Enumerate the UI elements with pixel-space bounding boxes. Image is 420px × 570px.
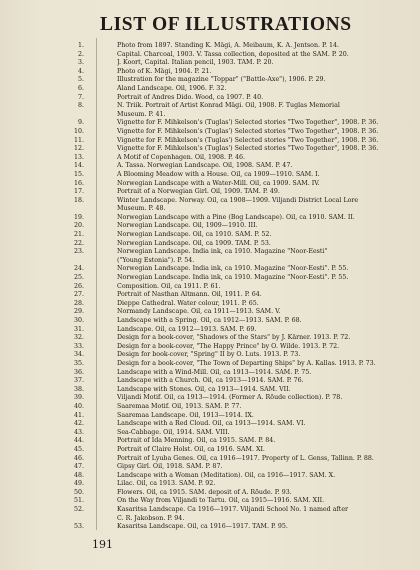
list-item bbox=[0, 437, 420, 446]
entry-number: 18. bbox=[73, 196, 84, 204]
entry-line: Gipsy Girl. Oil, 1918. SAM. P. 87. bbox=[117, 463, 223, 471]
entry-text bbox=[117, 377, 409, 386]
list-item bbox=[0, 214, 420, 223]
entry-number: 53. bbox=[73, 523, 84, 531]
entry-line: Normandy Landscape. Oil, ca 1911—1913. SAM. V. bbox=[117, 308, 281, 316]
entry-text bbox=[117, 85, 409, 94]
entry-number: 36. bbox=[73, 368, 84, 376]
entry-text bbox=[117, 154, 409, 163]
entry-line: Flowers. Oil, ca 1915. SAM. deposit of A. Rõude. P. 93. bbox=[117, 488, 292, 496]
entry-line: Norwegian Landscape. India ink, ca 1910. Magazine "Noor-Eesti". P. 55. bbox=[117, 265, 349, 273]
entry-number: 11. bbox=[73, 136, 84, 144]
entry-text bbox=[117, 145, 409, 154]
entry-number: 5. bbox=[77, 76, 84, 84]
entry-text bbox=[117, 403, 409, 412]
list-item bbox=[0, 59, 420, 68]
list-item bbox=[0, 274, 420, 283]
list-item bbox=[0, 119, 420, 128]
entry-line: Portrait of Andres Dido. Wood, ca 1907. P. 40. bbox=[117, 93, 264, 101]
entry-text bbox=[117, 102, 409, 119]
entry-line: Vignette for F. Mihkelson's (Tuglas') Selected stories "Two Together", 1908. P. 36. bbox=[117, 119, 379, 127]
entry-line: Capital. Charcoal, 1903. V. Tassa collection, deposited at the SAM. P. 20. bbox=[117, 50, 349, 58]
entry-line: Lilac. Oil, ca 1913. SAM. P. 92. bbox=[117, 480, 216, 488]
list-item bbox=[0, 85, 420, 94]
entry-number: 13. bbox=[73, 153, 84, 161]
list-item bbox=[0, 265, 420, 274]
list-item bbox=[0, 472, 420, 481]
list-item bbox=[0, 463, 420, 472]
entry-text bbox=[117, 42, 409, 51]
entry-number: 43. bbox=[73, 428, 84, 436]
entry-line: Composition. Oil, ca 1911. P. 61. bbox=[117, 282, 221, 290]
entry-text bbox=[117, 283, 409, 292]
entry-number: 22. bbox=[73, 239, 84, 247]
entry-number: 15. bbox=[73, 170, 84, 178]
entry-text bbox=[117, 506, 409, 523]
entry-line: Design for book-cover, "Spring" II by O. Luts. 1913. P. 73. bbox=[117, 351, 301, 359]
entry-line: Norwegian Landscape. Oil, 1909—1910. III. bbox=[117, 222, 258, 230]
entry-number: 46. bbox=[73, 454, 84, 462]
entry-text bbox=[117, 386, 409, 395]
list-item bbox=[0, 42, 420, 51]
entry-text bbox=[117, 94, 409, 103]
list-item bbox=[0, 171, 420, 180]
entry-text bbox=[117, 188, 409, 197]
entry-line: Portrait of Ida Menning. Oil, ca 1915. SAM. P. 84. bbox=[117, 437, 276, 445]
entry-line: Design for a book-cover, "The Happy Prince" by O. Wilde. 1913. P. 72. bbox=[117, 342, 340, 350]
list-item bbox=[0, 248, 420, 265]
list-item bbox=[0, 377, 420, 386]
entry-number: 40. bbox=[73, 402, 84, 410]
entry-line: Norwegian Landscape with a Water-Mill. Oil, ca 1909. SAM. IV. bbox=[117, 179, 320, 187]
entry-number: 31. bbox=[73, 325, 84, 333]
list-item bbox=[0, 334, 420, 343]
list-item bbox=[0, 180, 420, 189]
entry-line: Portrait of Nasthan Altmann. Oil, 1911. P. 64. bbox=[117, 291, 262, 299]
entry-text bbox=[117, 265, 409, 274]
list-item bbox=[0, 145, 420, 154]
entry-text bbox=[117, 497, 409, 506]
entry-number: 20. bbox=[73, 222, 84, 230]
entry-text bbox=[117, 351, 409, 360]
entry-text bbox=[117, 489, 409, 498]
entry-number: 7. bbox=[77, 93, 84, 101]
entry-text bbox=[117, 162, 409, 171]
entry-line: Saaremaa Landscape. Oil, 1913—1914. IX. bbox=[117, 411, 254, 419]
entry-line: Norwegian Landscape. India ink, ca 1910. Magazine "Noor-Eesti" bbox=[117, 248, 328, 256]
entry-line: N. Triik. Portrait of Artist Konrad Mägi. Oil, 1908. F. Tuglas Memorial bbox=[117, 102, 340, 110]
list-item bbox=[0, 188, 420, 197]
entry-line: Dieppe Cathedral. Water colour, 1911. P. 65. bbox=[117, 299, 259, 307]
entry-text bbox=[117, 128, 409, 137]
entry-text bbox=[117, 231, 409, 240]
entry-text bbox=[117, 300, 409, 309]
entry-text bbox=[117, 334, 409, 343]
list-item bbox=[0, 222, 420, 231]
entry-line: ("Young Estonia"). P. 54. bbox=[117, 256, 195, 264]
entry-text bbox=[117, 51, 409, 60]
entry-number: 44. bbox=[73, 437, 84, 445]
entry-text bbox=[117, 369, 409, 378]
entry-text bbox=[117, 222, 409, 231]
entry-line: Landscape with a Woman (Meditation). Oil, ca 1916—1917. SAM. X. bbox=[117, 471, 336, 479]
entry-line: Museum. P. 41. bbox=[117, 110, 166, 118]
entry-line: Landscape with a Wind-Mill. Oil, ca 1913—1914. SAM. P. 75. bbox=[117, 368, 312, 376]
list-item bbox=[0, 291, 420, 300]
entry-text bbox=[117, 394, 409, 403]
entry-text bbox=[117, 455, 409, 464]
entry-text bbox=[117, 472, 409, 481]
entry-line: Norwegian Landscape with a Pine (Bog Landscape). Oil, ca 1910. SAM. II. bbox=[117, 213, 355, 221]
entry-number: 51. bbox=[73, 497, 84, 505]
entry-line: Photo of K. Mägi, 1904. P. 21. bbox=[117, 67, 212, 75]
entry-number: 52. bbox=[73, 506, 84, 514]
entry-number: 49. bbox=[73, 480, 84, 488]
entry-number: 35. bbox=[73, 359, 84, 367]
entry-line: Norwegian Landscape. India ink, ca 1910. Magazine "Noor-Eesti". P. 55. bbox=[117, 274, 349, 282]
page-number: 191 bbox=[92, 538, 113, 551]
entry-number: 29. bbox=[73, 308, 84, 316]
entry-number: 34. bbox=[73, 351, 84, 359]
entry-number: 23. bbox=[73, 248, 84, 256]
entry-number: 25. bbox=[73, 274, 84, 282]
page-title: LIST OF ILLUSTRATIONS bbox=[100, 14, 352, 35]
entry-number: 8. bbox=[77, 102, 84, 110]
entry-number: 42. bbox=[73, 420, 84, 428]
entry-line: Winter Landscape. Norway. Oil, ca 1908—1909. Viljandi District Local Lore bbox=[117, 196, 359, 204]
entry-line: A Blooming Meadow with a House. Oil, ca 1909—1910. SAM. I. bbox=[117, 170, 320, 178]
entry-text bbox=[117, 119, 409, 128]
entry-number: 1. bbox=[77, 42, 84, 49]
entry-line: Portrait of Lyuba Genes. Oil, ca 1916—1917. Property of L. Genss, Tallinn. P. 88. bbox=[117, 454, 374, 462]
entry-line: Landscape with Stones. Oil, ca 1913—1914. SAM. VII. bbox=[117, 385, 291, 393]
entry-number: 2. bbox=[77, 50, 84, 58]
entry-number: 10. bbox=[73, 127, 84, 135]
entry-line: Norwegian Landscape. Oil, ca 1909. TAM. P. 53. bbox=[117, 239, 271, 247]
entry-text bbox=[117, 463, 409, 472]
list-item bbox=[0, 128, 420, 137]
entry-text bbox=[117, 137, 409, 146]
entry-text bbox=[117, 437, 409, 446]
entry-line: Photo from 1897. Standing K. Mägi, A. Meibaum, K. A. Jentson. P. 14. bbox=[117, 42, 339, 49]
entry-text bbox=[117, 171, 409, 180]
list-item bbox=[0, 403, 420, 412]
entry-line: Design for a book-cover, "Shadows of the Stars" by J. Kärner. 1913. P. 72. bbox=[117, 334, 351, 342]
entry-text bbox=[117, 291, 409, 300]
entry-text bbox=[117, 180, 409, 189]
list-item bbox=[0, 326, 420, 335]
entry-text bbox=[117, 68, 409, 77]
list-item bbox=[0, 231, 420, 240]
entry-number: 48. bbox=[73, 471, 84, 479]
list-item bbox=[0, 394, 420, 403]
list-item bbox=[0, 94, 420, 103]
list-item bbox=[0, 162, 420, 171]
entry-line: A Motif of Copenhagen. Oil, 1908. P. 46. bbox=[117, 153, 246, 161]
list-item bbox=[0, 480, 420, 489]
list-item bbox=[0, 420, 420, 429]
entry-number: 45. bbox=[73, 445, 84, 453]
list-item bbox=[0, 343, 420, 352]
entry-number: 38. bbox=[73, 385, 84, 393]
entry-text bbox=[117, 429, 409, 438]
list-item bbox=[0, 360, 420, 369]
list-item bbox=[0, 76, 420, 85]
entry-text bbox=[117, 59, 409, 68]
entry-text bbox=[117, 446, 409, 455]
list-item bbox=[0, 51, 420, 60]
list-item bbox=[0, 68, 420, 77]
entry-line: Åland Landscape. Oil, 1906. F. 32. bbox=[117, 84, 227, 92]
entry-number: 27. bbox=[73, 291, 84, 299]
entry-line: Viljandi Motif. Oil, ca 1913—1914. (Former A. Rõude collection). P. 78. bbox=[117, 394, 343, 402]
entry-number: 21. bbox=[73, 231, 84, 239]
entry-number: 24. bbox=[73, 265, 84, 273]
list-item bbox=[0, 506, 420, 523]
entry-text bbox=[117, 274, 409, 283]
list-item bbox=[0, 412, 420, 421]
list-item bbox=[0, 197, 420, 214]
entry-line: Vignette for F. Mihkelson's (Tuglas') Selected stories "Two Together", 1908. P. 36. bbox=[117, 136, 379, 144]
entry-number: 3. bbox=[77, 59, 84, 67]
entry-text bbox=[117, 240, 409, 249]
entry-line: Sea-Cabbage. Oil, 1914. SAM. VIII. bbox=[117, 428, 230, 436]
entry-text bbox=[117, 197, 409, 214]
list-item bbox=[0, 497, 420, 506]
entry-line: Vignette for F. Mihkelson's (Tuglas') Selected stories "Two Together", 1908. P. 36. bbox=[117, 127, 379, 135]
entry-number: 9. bbox=[77, 119, 84, 127]
entry-number: 26. bbox=[73, 282, 84, 290]
entry-number: 14. bbox=[73, 162, 84, 170]
list-item bbox=[0, 386, 420, 395]
entry-number: 19. bbox=[73, 213, 84, 221]
entry-number: 30. bbox=[73, 317, 84, 324]
entry-line: Illustration for the magazine "Toppar" ("Battle-Axe"), 1906. P. 29. bbox=[117, 76, 326, 84]
list-item bbox=[0, 102, 420, 119]
entry-number: 32. bbox=[73, 334, 84, 342]
entry-number: 47. bbox=[73, 463, 84, 471]
list-item bbox=[0, 240, 420, 249]
list-item bbox=[0, 369, 420, 378]
entry-line: Portrait of a Norwegian Girl. Oil, 1909. TAM. P. 49. bbox=[117, 188, 280, 196]
entry-number: 4. bbox=[77, 67, 84, 75]
entry-line: On the Way from Viljandi to Tartu. Oil, ca 1915—1916. SAM. XII. bbox=[117, 497, 325, 505]
entry-line: Kasaritsa Landscape. Ca 1916—1917. Viljandi School No. 1 named after bbox=[117, 506, 349, 514]
list-item bbox=[0, 308, 420, 317]
entry-line: Landscape. Oil, ca 1912—1913. SAM. P. 69. bbox=[117, 325, 257, 333]
list-item bbox=[0, 300, 420, 309]
entry-line: Landscape with a Red Cloud. Oil, ca 1913—1914. SAM. VI. bbox=[117, 420, 306, 428]
entry-number: 12. bbox=[73, 145, 84, 153]
entry-line: Vignette for F. Mihkelson's (Tuglas') Selected stories "Two Together", 1908. P. 36. bbox=[117, 145, 379, 153]
entry-number: 50. bbox=[73, 488, 84, 496]
list-item bbox=[0, 317, 420, 326]
entry-text bbox=[117, 360, 409, 369]
list-item bbox=[0, 489, 420, 498]
entry-line: A. Tassa. Norwegian Landscape. Oil, 1908. SAM. P. 47. bbox=[117, 162, 293, 170]
entry-line: Landscape with a Church. Oil, ca 1913—1914. SAM. P. 76. bbox=[117, 377, 304, 385]
entry-line: Kasaritsa Landscape. Oil, ca 1916—1917. TAM. P. 95. bbox=[117, 523, 288, 531]
entry-text bbox=[117, 420, 409, 429]
entry-number: 41. bbox=[73, 411, 84, 419]
entry-line: Portrait of Claire Holst. Oil, ca 1916. SAM. XI. bbox=[117, 445, 265, 453]
entry-number: 28. bbox=[73, 299, 84, 307]
list-item bbox=[0, 455, 420, 464]
entry-text bbox=[117, 412, 409, 421]
entry-number: 33. bbox=[73, 342, 84, 350]
entry-number: 39. bbox=[73, 394, 84, 402]
entry-number: 37. bbox=[73, 377, 84, 385]
list-item bbox=[0, 523, 420, 532]
list-item bbox=[0, 154, 420, 163]
entry-text bbox=[117, 248, 409, 265]
list-item bbox=[0, 446, 420, 455]
entry-text bbox=[117, 214, 409, 223]
entry-number: 17. bbox=[73, 188, 84, 196]
illustrations-list bbox=[0, 42, 420, 532]
entry-text bbox=[117, 76, 409, 85]
entry-text bbox=[117, 308, 409, 317]
entry-text bbox=[117, 480, 409, 489]
entry-text bbox=[117, 343, 409, 352]
entry-line: C. R. Jakobson. P. 94. bbox=[117, 514, 185, 522]
entry-text bbox=[117, 317, 409, 326]
entry-line: J. Koort, Capital. Italian pencil, 1903. TAM. P. 20. bbox=[117, 59, 274, 67]
list-item bbox=[0, 283, 420, 292]
entry-line: Landscape with a Spring. Oil, ca 1912—1913. SAM. P. 68. bbox=[117, 317, 302, 324]
entry-number: 16. bbox=[73, 179, 84, 187]
entry-line: Saaremaa Motif. Oil, 1913. SAM. P. 77. bbox=[117, 402, 242, 410]
entry-number: 6. bbox=[77, 84, 84, 92]
list-item bbox=[0, 137, 420, 146]
entry-text bbox=[117, 326, 409, 335]
entry-line: Museum. P. 48. bbox=[117, 205, 166, 213]
list-item bbox=[0, 351, 420, 360]
entry-line: Design for a book-cover, "The Town of Departing Ships" by A. Kallas. 1913. P. 73. bbox=[117, 359, 376, 367]
list-item bbox=[0, 429, 420, 438]
entry-line: Norwegian Landscape. Oil, ca 1910. SAM. P. 52. bbox=[117, 231, 272, 239]
entry-text bbox=[117, 523, 409, 532]
